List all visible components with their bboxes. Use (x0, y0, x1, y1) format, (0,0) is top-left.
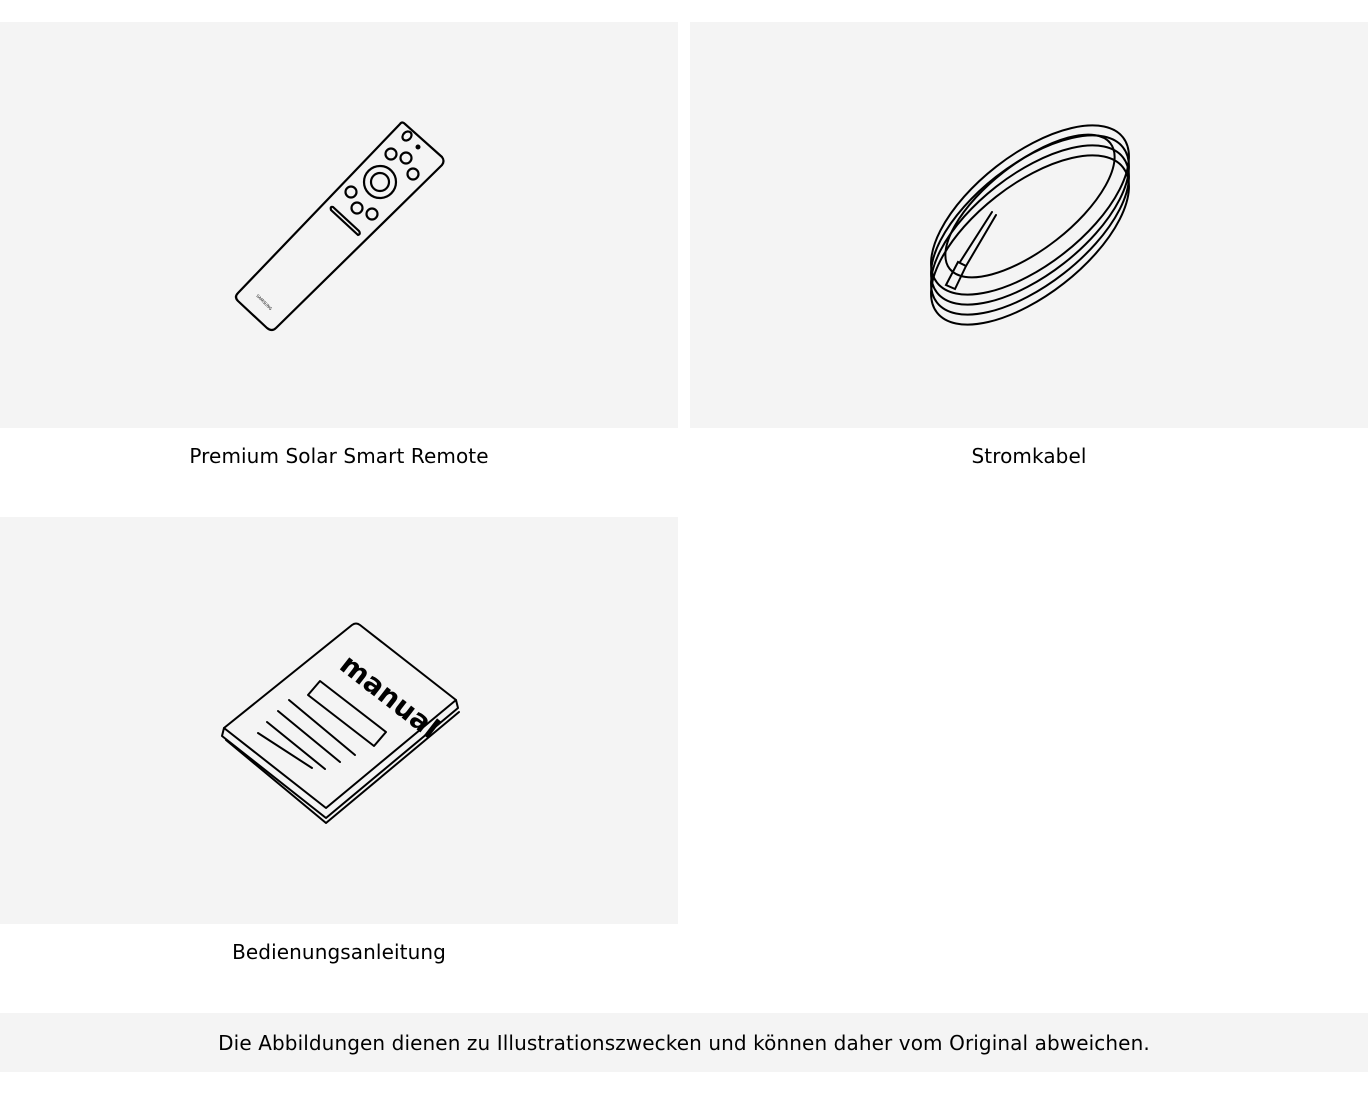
disclaimer-notice: Die Abbildungen dienen zu Illustrationszwecken und können daher vom Original abweichen. (0, 1013, 1368, 1072)
power-cable-image-tile (690, 22, 1368, 428)
remote-control-icon (230, 117, 460, 347)
remote-image-tile (0, 22, 678, 428)
manual-icon (215, 617, 465, 827)
remote-caption: Premium Solar Smart Remote (189, 444, 489, 468)
manual-caption: Bedienungsanleitung (232, 940, 446, 964)
power-cable-icon (920, 122, 1140, 332)
power-cable-caption: Stromkabel (971, 444, 1087, 468)
remote-brand-label: SAMSUNG (255, 293, 274, 312)
manual-cover-label: manual (333, 647, 446, 746)
manual-image-tile (0, 517, 678, 924)
